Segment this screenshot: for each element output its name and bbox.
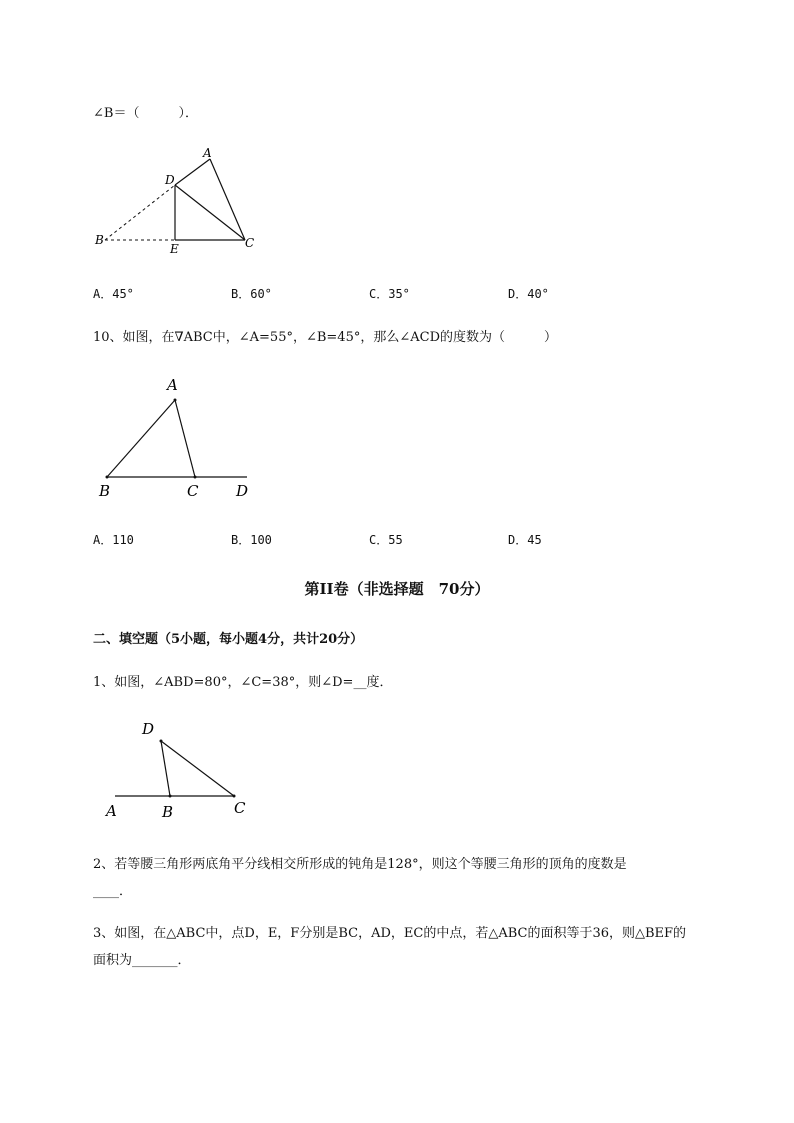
q10-label-d: D xyxy=(236,482,249,500)
q9-label-e: E xyxy=(170,242,179,256)
q9-option-c: C．35° xyxy=(369,287,410,301)
q9-option-a: A．45° xyxy=(93,287,134,301)
q9-segment-dc xyxy=(175,185,245,240)
fill1-label-a: A xyxy=(106,802,117,820)
q10-text: 10、如图，在∇ABC中，∠A=55°，∠B=45°，那么∠ACD的度数为（ ） xyxy=(93,330,557,345)
section-subtitle: 二、填空题（5小题，每小题4分，共计20分） xyxy=(93,632,364,647)
fill1-point-c xyxy=(233,795,236,798)
fill3-line2: 面积为_______． xyxy=(93,953,191,968)
fill3-line1: 3、如图，在△ABC中，点D，E，F分别是BC，AD，EC的中点，若△ABC的面积等于36，则△BEF的 xyxy=(93,926,687,941)
q9-option-b: B．60° xyxy=(231,287,272,301)
q10-option-a: A．110 xyxy=(93,533,134,547)
q9-label-a: A xyxy=(203,146,212,160)
fill1-point-d xyxy=(160,740,163,743)
fill1-segment-dc xyxy=(161,741,234,796)
fill1-text: 1、如图，∠ABD=80°，∠C=38°，则∠D=__度． xyxy=(93,675,393,690)
q9-label-c: C xyxy=(245,236,255,250)
q10-option-d: D．45 xyxy=(508,533,542,547)
q10-segment-ac xyxy=(175,400,195,477)
q10-label-c: C xyxy=(187,482,199,500)
fill1-label-b: B xyxy=(162,803,174,821)
q10-label-a: A xyxy=(167,376,178,394)
q9-segment-da xyxy=(175,159,210,185)
q9-label-b: B xyxy=(95,233,104,247)
fill1-label-c: C xyxy=(234,799,246,817)
fill2-line2: ____． xyxy=(93,884,133,899)
q9-figure xyxy=(90,145,265,260)
q9-segment-bd xyxy=(105,185,175,240)
q10-point-b xyxy=(106,476,109,479)
q10-label-b: B xyxy=(99,482,111,500)
fill2-line1: 2、若等腰三角形两底角平分线相交所形成的钝角是128°，则这个等腰三角形的顶角的度数是 xyxy=(93,857,627,872)
q10-point-c xyxy=(194,476,197,479)
fill1-figure xyxy=(100,715,260,825)
q10-option-c: C．55 xyxy=(369,533,403,547)
q9-label-d: D xyxy=(165,173,175,187)
q9-option-d: D．40° xyxy=(508,287,549,301)
q10-point-a xyxy=(174,399,177,402)
q9-stem-end: ∠B＝（ ）． xyxy=(93,106,198,121)
q10-figure xyxy=(90,370,265,505)
q10-segment-ba xyxy=(107,400,175,477)
fill1-point-b xyxy=(169,795,172,798)
q10-option-b: B．100 xyxy=(231,533,272,547)
fill1-segment-db xyxy=(161,741,170,796)
fill1-label-d: D xyxy=(142,720,155,738)
q9-segment-ac xyxy=(210,159,245,240)
section-title: 第II卷（非选择题 70分） xyxy=(304,580,490,598)
